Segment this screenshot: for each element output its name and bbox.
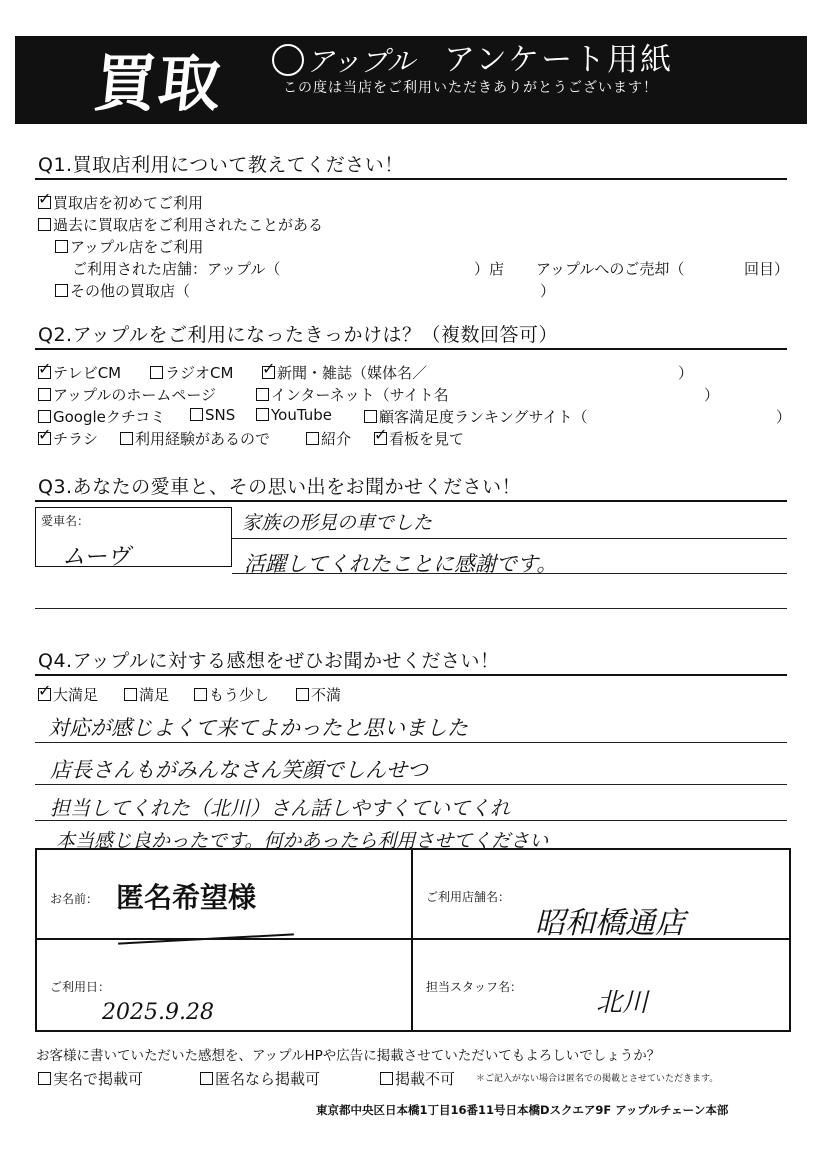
comment-line-2: 店長さんもがみんなさん笑顔でしんせつ [50,758,428,782]
q1-sales-prefix: アップルへのご売却（ [536,260,685,278]
q4-option-satisfied[interactable] [124,684,169,705]
comment-line-1: 対応が感じよくて来てよかったと思いました [48,716,468,740]
q2-paper-close: ） [678,364,694,382]
checkbox-checked[interactable]: ✓ [374,425,388,444]
q1-option-apple[interactable] [55,236,203,257]
q1-option-other[interactable] [55,280,190,301]
checkbox[interactable] [256,388,269,401]
memory-line-2: 活躍してくれたことに感謝です。 [244,552,558,576]
consent-note: ＊ご記入がない場合は匿名での掲載とさせていただきます。 [476,1074,719,1084]
checkbox[interactable] [38,410,51,423]
checkbox[interactable] [55,284,68,297]
comment-rule-3 [35,820,787,821]
q1-option-apple-label: アップル店をご利用 [70,238,204,256]
q2-option-sns[interactable] [190,406,235,424]
checkbox[interactable] [364,410,377,423]
q2-tv-label: テレビCM [53,364,122,382]
store-label: ご利用店舗名： [426,890,511,904]
q2-title: Q2.アップルをご利用になったきっかけは？（複数回答可） [38,324,558,346]
q1-option-first[interactable] [38,189,204,213]
q1-other-close: ） [540,282,556,300]
checkbox[interactable] [150,366,163,379]
q4-more-label: もう少し [209,686,270,704]
comment-line-3: 担当してくれた（北川）さん話しやすくていてくれ [50,796,510,820]
checkbox[interactable] [296,688,309,701]
q2-option-radio[interactable] [150,362,233,383]
q1-option-other-label: その他の買取店（ [70,282,191,300]
q2-google-label: Googleクチコミ [53,408,166,426]
checkbox[interactable] [55,240,68,253]
checkbox-checked[interactable]: ✓ [38,189,52,208]
checkbox[interactable] [120,432,133,445]
checkbox[interactable] [306,432,319,445]
checkbox-checked[interactable]: ✓ [38,425,52,444]
q4-option-very-satisfied[interactable] [38,681,99,705]
q4-option-more[interactable] [194,684,269,705]
q2-youtube-label: YouTube [271,406,332,424]
survey-title: アンケート用紙 [444,42,674,78]
q4-satisfied-label: 満足 [139,686,170,704]
checkbox[interactable] [200,1072,213,1085]
checkbox[interactable] [194,688,207,701]
checkbox-checked[interactable]: ✓ [38,681,52,700]
q2-option-signboard[interactable] [374,425,465,449]
q2-paper-label: 新聞・雑誌（媒体名／ [277,364,428,382]
q4-dissatisfied-label: 不満 [311,686,342,704]
brand-name: アップル [306,45,415,78]
q1-option-past-label: 過去に買取店をご利用されたことがある [53,216,324,234]
consent-anonymous[interactable] [200,1068,320,1089]
checkbox[interactable] [380,1072,393,1085]
store-value[interactable]: 昭和橋通店 [535,906,685,941]
publish-consent-question: お客様に書いていただいた感想を、アップルHPや広告に掲載させていただいてもよろしいでしょうか？ [36,1048,661,1064]
q2-option-google[interactable] [38,406,165,427]
checkbox[interactable] [38,218,51,231]
kaitori-logo-text: 買取 [90,47,227,120]
q4-option-dissatisfied[interactable] [296,684,341,705]
q2-radio-label: ラジオCM [165,364,234,382]
q2-ranking-close: ） [776,408,792,426]
staff-label: 担当スタッフ名： [426,980,523,994]
q2-option-flyer[interactable] [38,425,99,449]
q2-option-ranking[interactable] [364,406,588,427]
q2-option-homepage[interactable] [38,384,216,405]
q1-store-prefix: ご利用された店舗：アップル（ [72,260,281,278]
date-label: ご利用日： [50,980,111,994]
car-name-label: 愛車名： [41,514,90,528]
memory-rule-3 [35,608,787,609]
q2-option-tv[interactable] [38,359,122,383]
q2-internet-label: インターネット（サイト名 [271,386,449,404]
q2-option-internet[interactable] [256,384,449,405]
q2-option-youtube[interactable] [256,406,332,424]
checkbox[interactable] [38,388,51,401]
q1-store-suffix: ）店 [474,260,505,278]
comment-rule-2 [35,784,787,785]
q2-sns-label: SNS [205,406,236,424]
q2-option-experience[interactable] [120,428,270,449]
checkbox[interactable] [124,688,137,701]
q2-signboard-label: 看板を見て [389,430,465,448]
comment-line-4: 本当感じ良かったです。何かあったら利用させてください [56,830,549,852]
checkbox[interactable] [256,408,269,421]
consent-not-allowed-label: 掲載不可 [395,1070,456,1088]
q2-ranking-label: 顧客満足度ランキングサイト（ [379,408,588,426]
car-name-value: ムーヴ [62,544,130,570]
company-address: 東京都中央区日本橋1丁目16番11号日本橋Dスクエア9F アップルチェーン本部 [316,1103,729,1117]
q2-internet-close: ） [704,386,720,404]
memory-rule-1 [232,538,787,539]
q2-experience-label: 利用経験があるので [135,430,271,448]
q4-title: Q4.アップルに対する感想をぜひお聞かせください！ [38,650,500,672]
q2-option-referral[interactable] [306,428,351,449]
consent-real-name-label: 実名で掲載可 [53,1070,144,1088]
q1-option-past[interactable] [38,214,323,235]
name-value[interactable]: 匿名希望様 [116,881,257,914]
q4-divider [35,674,787,676]
checkbox-checked[interactable]: ✓ [38,359,52,378]
memory-line-1: 家族の形見の車でした [242,512,433,534]
consent-real-name[interactable] [38,1068,143,1089]
memory-rule-2 [232,573,787,574]
comment-rule-1 [35,742,787,743]
consent-anonymous-label: 匿名なら掲載可 [215,1070,321,1088]
apple-brand-icon [272,44,304,76]
q1-sales-suffix: 回目） [744,260,790,278]
q2-divider [35,348,787,350]
q3-divider [35,500,787,502]
checkbox[interactable] [190,408,203,421]
q1-option-first-label: 買取店を初めてご利用 [53,194,204,212]
checkbox[interactable] [38,1072,51,1085]
header-subtitle: この度は当店をご利用いただきありがとうございます！ [283,80,658,96]
q2-option-paper[interactable] [262,359,428,383]
staff-value[interactable]: 北川 [596,988,649,1018]
q4-very-satisfied-label: 大満足 [53,686,99,704]
date-value[interactable]: 2025.9.28 [102,1000,214,1025]
q1-divider [35,178,787,180]
checkbox-checked[interactable]: ✓ [262,359,276,378]
q2-flyer-label: チラシ [53,430,99,448]
consent-not-allowed[interactable] [380,1068,455,1089]
q2-homepage-label: アップルのホームページ [53,386,217,404]
name-label: お名前： [50,892,99,906]
q1-title: Q1.買取店利用について教えてください！ [38,154,404,176]
q3-title: Q3.あなたの愛車と、その思い出をお聞かせください！ [38,476,522,498]
q2-referral-label: 紹介 [321,430,352,448]
